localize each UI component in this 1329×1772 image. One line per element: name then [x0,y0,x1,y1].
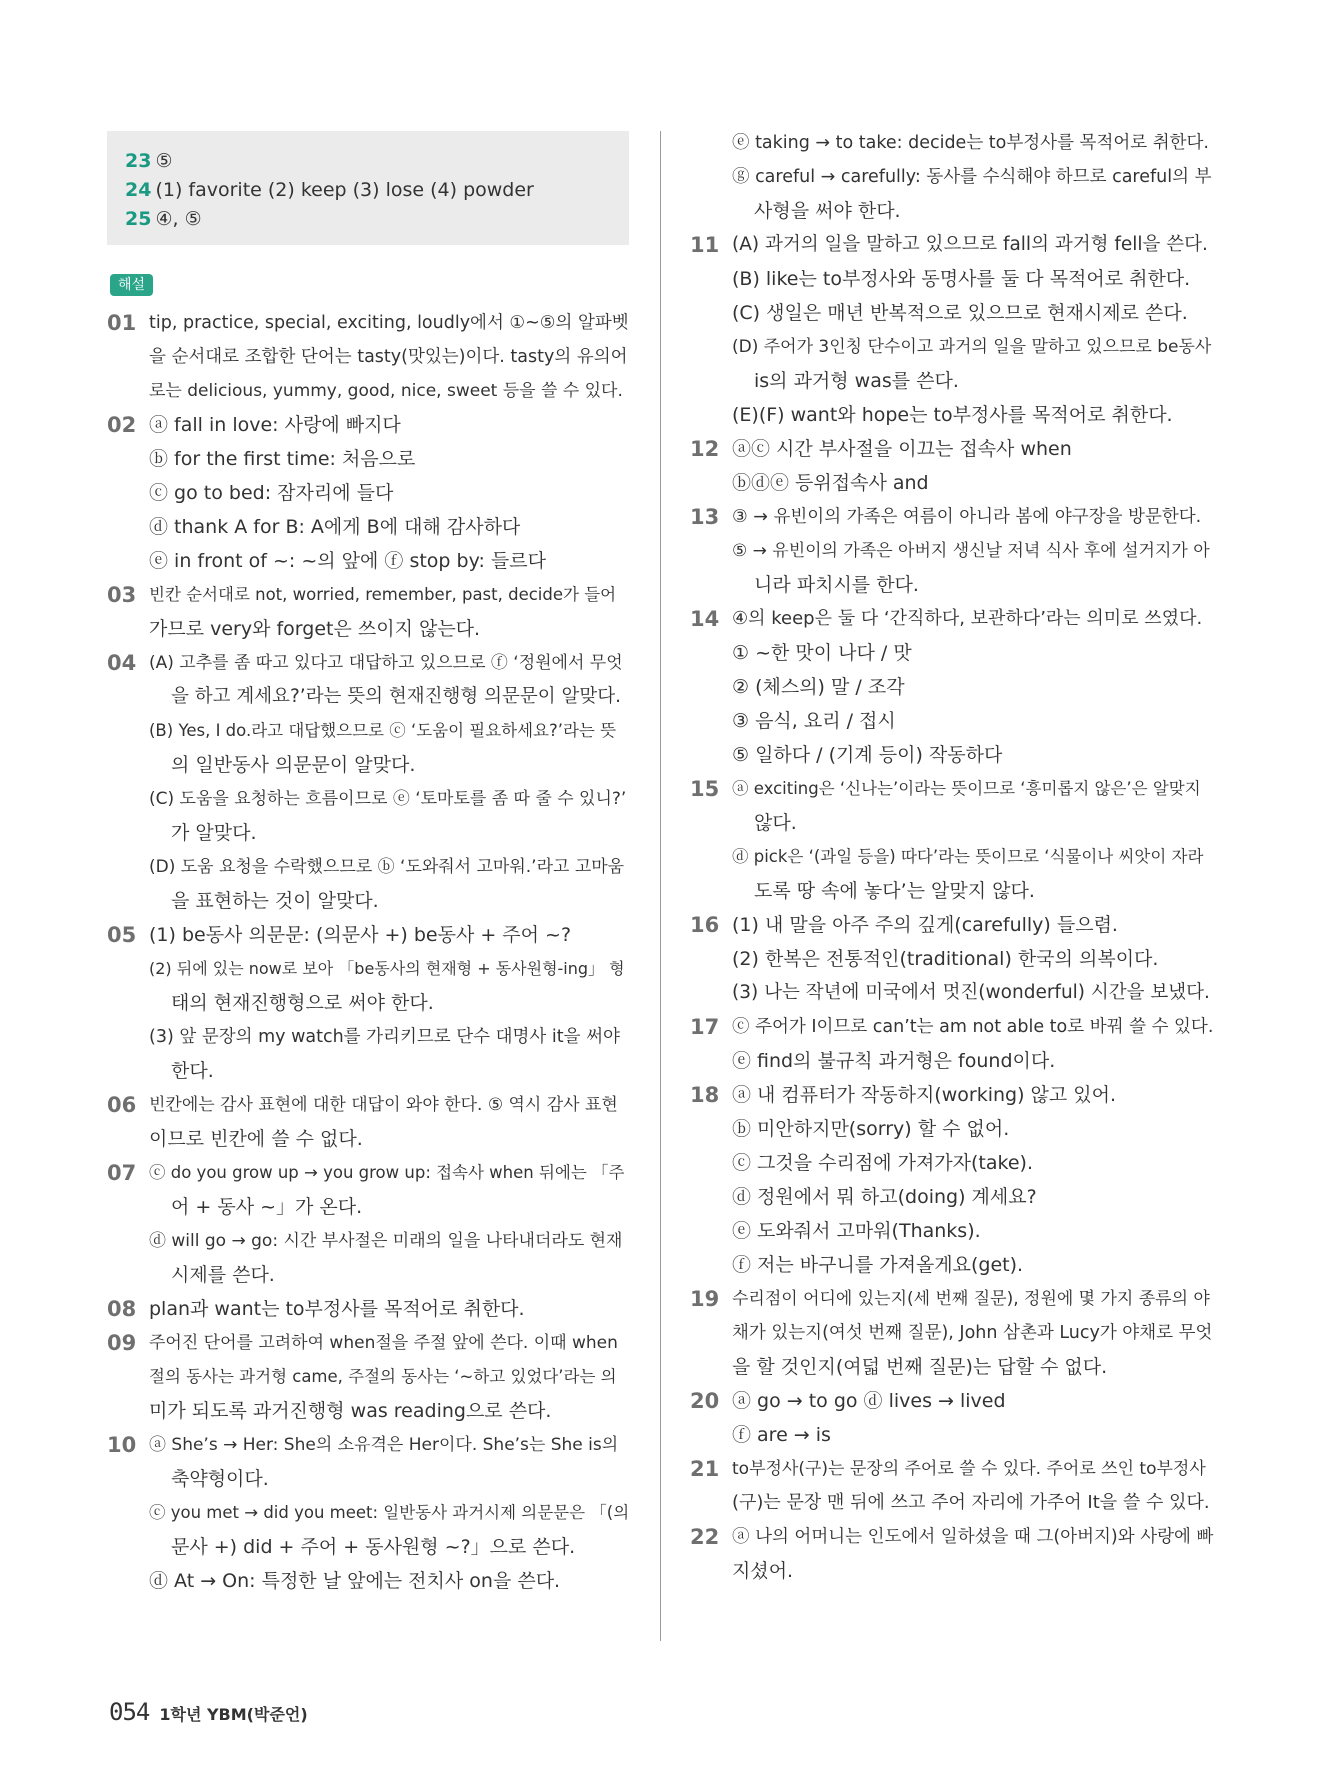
item-body [732,126,1214,228]
item-line: 을 표현하는 것이 알맞다. [171,890,379,912]
explanation-item [107,408,629,578]
item-body [732,1282,1214,1384]
item-line: ③ → 유빈이의 가족은 여름이 아니라 봄에 야구장을 방문한다. [732,507,1202,527]
item-line: (3) 나는 작년에 미국에서 멋진(wonderful) 시간을 보냈다. [732,982,1210,1003]
item-line: ⓐ go → to go ⓓ lives → lived [732,1390,1006,1412]
item-line: (C) 도움을 요청하는 흐름이므로 ⓔ ‘토마토를 좀 따 줄 수 있니?’ [149,789,627,809]
item-line: 빈칸 순서대로 not, worried, remember, past, decide가 들어 [149,585,617,604]
answer-box [107,131,629,245]
item-line: ④의 keep은 둘 다 ‘간직하다, 보관하다’라는 의미로 쓰였다. [732,608,1203,629]
item-body [149,1156,629,1292]
item-line: (A) 과거의 일을 말하고 있으므로 fall의 과거형 fell을 쓴다. [732,234,1208,255]
item-line: 빈칸에는 감사 표현에 대한 대답이 와야 한다. ⑤ 역시 감사 표현 [149,1095,618,1115]
explanation-item [690,772,1214,908]
item-body [149,1088,629,1156]
item-line: is의 과거형 was를 쓴다. [754,370,959,392]
explanation-item [690,1384,1214,1452]
right-column [690,126,1214,1588]
explanation-item [690,1078,1214,1282]
item-line: ⓐ 나의 어머니는 인도에서 일하셨을 때 그(아버지)와 사랑에 빠 [732,1527,1214,1547]
item-line: 한다. [171,1060,214,1082]
item-line: ⓕ are → is [732,1424,831,1446]
item-line: ⓐ exciting은 ‘신나는’이라는 뜻이므로 ‘흥미롭지 않은’은 알맞지 [732,779,1201,798]
item-number: 16 [690,913,720,937]
explanation-item [107,1428,629,1598]
item-line: ⓑ 미안하지만(sorry) 할 수 없어. [732,1118,1010,1140]
item-line: 도록 땅 속에 놓다’는 알맞지 않다. [754,880,1035,902]
item-body [732,1452,1214,1520]
answer-line [125,176,611,205]
item-line: (D) 도움 요청을 수락했으므로 ⓑ ‘도와줘서 고마워.’라고 고마움 [149,857,625,877]
item-body [732,432,1214,500]
item-line: plan과 want는 to부정사를 목적어로 취한다. [149,1298,525,1320]
answer-number: 24 [125,179,152,201]
item-number: 15 [690,777,720,801]
item-line: ⓔ taking → to take: decide는 to부정사를 목적어로 취한다. [732,133,1209,153]
item-number: 20 [690,1389,720,1413]
item-line: ⓔ 도와줘서 고마워(Thanks). [732,1220,981,1242]
item-number: 14 [690,607,720,631]
item-line: ② (체스의) 말 / 조각 [732,676,905,698]
book-title: 1학년 YBM(박준언) [159,1705,308,1724]
item-number: 08 [107,1297,137,1321]
explanation-item [690,1452,1214,1520]
item-line: (D) 주어가 3인칭 단수이고 과거의 일을 말하고 있으므로 be동사 [732,337,1212,357]
item-body [149,306,629,408]
item-line: (구)는 문장 맨 뒤에 쓰고 주어 자리에 가주어 It을 쓸 수 있다. [732,1492,1210,1513]
explanation-item [690,1520,1214,1588]
answer-text: (1) favorite (2) keep (3) lose (4) powder [155,179,534,201]
item-body [149,408,629,578]
explanation-item [107,306,629,408]
item-line: 의 일반동사 의문문이 알맞다. [171,754,416,776]
item-body [732,1078,1214,1282]
answer-line [125,205,611,234]
explanation-item [690,126,1214,228]
item-line: 을 하고 계세요?’라는 뜻의 현재진행형 의문문이 알맞다. [171,686,622,707]
item-line: tip, practice, special, exciting, loudly에서 ①~⑤의 알파벳 [149,313,629,333]
item-line: 어 + 동사 ~」가 온다. [171,1196,363,1218]
item-line: ⑤ → 유빈이의 가족은 아버지 생신날 저녁 식사 후에 설거지가 아 [732,541,1210,561]
explanation-item [107,578,629,646]
item-number: 05 [107,923,137,947]
item-line: (E)(F) want와 hope는 to부정사를 목적어로 취한다. [732,404,1173,426]
answer-text: ⑤ [155,150,173,172]
item-number: 04 [107,651,137,675]
explanation-item [107,918,629,1088]
item-line: ⓒ you met → did you meet: 일반동사 과거시제 의문문은 「(의 [149,1503,630,1522]
page-footer [109,1698,308,1726]
item-number: 22 [690,1525,720,1549]
item-line: 수리점이 어디에 있는지(세 번째 질문), 정원에 몇 가지 종류의 야 [732,1289,1210,1309]
item-body [732,1520,1214,1588]
item-line: ① ~한 맛이 나다 / 맛 [732,642,912,664]
item-line: (1) 내 말을 아주 주의 깊게(carefully) 들으렴. [732,914,1118,936]
answer-line [125,147,611,176]
item-line: ⑤ 일하다 / (기계 등이) 작동하다 [732,744,1003,766]
item-line: 이므로 빈칸에 쓸 수 없다. [149,1128,363,1150]
item-line: ⓒ 그것을 수리점에 가져가자(take). [732,1152,1033,1174]
column-divider [660,131,661,1641]
item-line: ⓑ for the first time: 처음으로 [149,448,416,470]
item-body [149,1428,629,1598]
explanation-item [107,1156,629,1292]
explanation-item [690,228,1214,432]
item-line: (B) like는 to부정사와 동명사를 둘 다 목적어로 취한다. [732,268,1191,290]
item-line: (1) be동사 의문문: (의문사 +) be동사 + 주어 ~? [149,924,572,946]
explanation-item [690,602,1214,772]
item-line: ③ 음식, 요리 / 접시 [732,710,896,732]
item-line: 않다. [754,812,797,834]
item-line: 문사 +) did + 주어 + 동사원형 ~?」으로 쓴다. [171,1536,576,1558]
item-line: 니라 파치시를 한다. [754,574,919,596]
item-line: (3) 앞 문장의 my watch를 가리키므로 단수 대명사 it을 써야 [149,1027,620,1047]
item-body [149,646,629,918]
item-line: ⓒ 주어가 I이므로 can’t는 am not able to로 바꿔 쓸 수 있다. [732,1017,1214,1037]
item-line: ⓐ 내 컴퓨터가 작동하지(working) 않고 있어. [732,1084,1117,1106]
item-line: 을 순서대로 조합한 단어는 tasty(맛있는)이다. tasty의 유의어 [149,347,628,367]
item-line: (C) 생일은 매년 반복적으로 있으므로 현재시제로 쓴다. [732,302,1188,324]
item-line: ⓓ thank A for B: A에게 B에 대해 감사하다 [149,516,521,538]
item-line: ⓑⓓⓔ 등위접속사 and [732,472,929,494]
item-line: 주어진 단어를 고려하여 when절을 주절 앞에 쓴다. 이때 when [149,1333,618,1353]
page-number: 054 [109,1698,150,1726]
item-number: 19 [690,1287,720,1311]
item-line: ⓐ fall in love: 사랑에 빠지다 [149,414,401,436]
answer-number: 25 [125,208,152,230]
item-line: ⓐⓒ 시간 부사절을 이끄는 접속사 when [732,438,1072,460]
item-line: 가 알맞다. [171,822,257,844]
item-line: ⓓ pick은 ‘(과일 등을) 따다’라는 뜻이므로 ‘식물이나 씨앗이 자라 [732,847,1204,866]
item-body [732,1010,1214,1078]
item-line: (A) 고추를 좀 따고 있다고 대답하고 있으므로 ⓕ ‘정원에서 무엇 [149,653,623,673]
explanation-item [690,432,1214,500]
item-number: 03 [107,583,137,607]
answer-text: ④, ⑤ [155,208,202,230]
item-body [149,1292,629,1326]
item-body [149,578,629,646]
item-number: 02 [107,413,137,437]
item-line: 채가 있는지(여섯 번째 질문), John 삼촌과 Lucy가 야채로 무엇 [732,1323,1213,1343]
item-line: ⓖ careful → carefully: 동사를 수식해야 하므로 careful의 부 [732,167,1212,187]
explanation-item [107,1326,629,1428]
item-line: ⓓ 정원에서 뭐 하고(doing) 계세요? [732,1186,1037,1208]
item-body [149,918,629,1088]
item-line: 절의 동사는 과거형 came, 주절의 동사는 ‘~하고 있었다’라는 의 [149,1367,617,1386]
item-number: 01 [107,311,137,335]
item-line: ⓕ 저는 바구니를 가져올게요(get). [732,1254,1024,1276]
item-line: (2) 한복은 전통적인(traditional) 한국의 의복이다. [732,948,1159,970]
item-body [732,602,1214,772]
explanation-item [690,500,1214,602]
item-number: 18 [690,1083,720,1107]
item-line: 사형을 써야 한다. [754,200,901,222]
explanation-item [107,1292,629,1326]
item-line: 을 할 것인지(여덟 번째 질문)는 답할 수 없다. [732,1356,1108,1378]
item-number: 17 [690,1015,720,1039]
item-line: ⓔ in front of ~: ~의 앞에 ⓕ stop by: 들르다 [149,550,546,572]
item-line: ⓐ She’s → Her: She의 소유격은 Her이다. She’s는 She is의 [149,1435,619,1455]
item-body [732,228,1214,432]
item-line: to부정사(구)는 문장의 주어로 쓸 수 있다. 주어로 쓰인 to부정사 [732,1459,1206,1479]
explanation-item [107,1088,629,1156]
item-body [732,1384,1214,1452]
item-line: ⓔ find의 불규칙 과거형은 found이다. [732,1050,1056,1072]
item-number: 11 [690,233,720,257]
explanation-item [690,1282,1214,1384]
item-number: 09 [107,1331,137,1355]
item-line: 미가 되도록 과거진행형 was reading으로 쓴다. [149,1400,552,1422]
left-column [107,306,629,1598]
item-line: (2) 뒤에 있는 now로 보아 「be동사의 현재형 + 동사원형-ing」 형 [149,959,625,978]
item-body [732,772,1214,908]
item-line: 시제를 쓴다. [171,1264,275,1286]
item-body [732,500,1214,602]
section-label-badge: 해설 [110,274,153,296]
item-number: 13 [690,505,720,529]
item-line: (B) Yes, I do.라고 대답했으므로 ⓒ ‘도움이 필요하세요?’라는 뜻 [149,721,617,740]
item-number: 07 [107,1161,137,1185]
item-line: ⓒ go to bed: 잠자리에 들다 [149,482,394,504]
item-number: 10 [107,1433,137,1457]
item-line: 가므로 very와 forget은 쓰이지 않는다. [149,618,481,640]
item-body [732,908,1214,1010]
item-line: 지셨어. [732,1560,794,1582]
item-line: 축약형이다. [171,1468,269,1490]
item-line: 태의 현재진행형으로 써야 한다. [171,992,434,1014]
item-line: ⓓ At → On: 특정한 날 앞에는 전치사 on을 쓴다. [149,1570,561,1592]
item-line: ⓓ will go → go: 시간 부사절은 미래의 일을 나타내더라도 현재 [149,1231,623,1251]
item-number: 21 [690,1457,720,1481]
item-line: 로는 delicious, yummy, good, nice, sweet 등을 쓸 수 있다. [149,381,623,401]
item-body [149,1326,629,1428]
item-number: 06 [107,1093,137,1117]
item-number: 12 [690,437,720,461]
explanation-item [690,1010,1214,1078]
answer-number: 23 [125,150,152,172]
explanation-item [690,908,1214,1010]
explanation-item [107,646,629,918]
item-line: ⓒ do you grow up → you grow up: 접속사 when 뒤에는 「주 [149,1163,625,1182]
